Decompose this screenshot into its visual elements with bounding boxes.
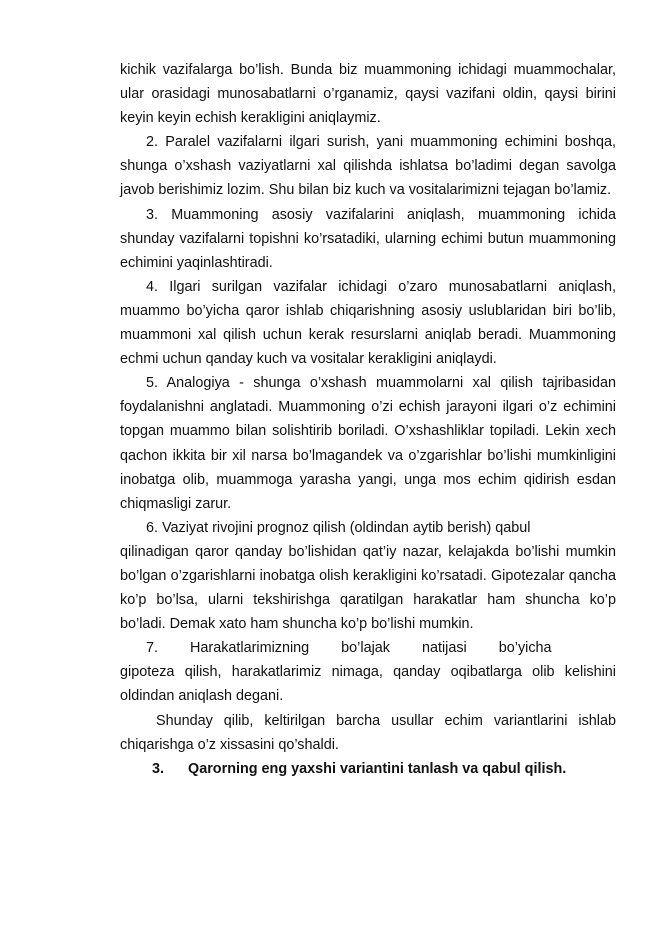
paragraph-item-4: 4. Ilgari surilgan vazifalar ichidagi o’zaro munosabatlarni aniqlash, muammo bo’yicha qaror ishlab chiqarishning asosiy uslublaridan biri bo’lib, muammoni xal qilish uchun kerak resurslarni aniqlab beradi. Muammoning echmi uchun qanday kuch va vositalar kerakligini aniqlaydi. xyxy=(120,278,616,368)
paragraph-item-7-first-line: 7. Harakatlarimizning bo’lajak natijasi bo’yicha xyxy=(146,640,552,657)
section-heading-number: 3. xyxy=(152,760,165,777)
paragraph-item-2: 2. Paralel vazifalarni ilgari surish, yani muammoning echimini boshqa, shunga o’xshash vaziyatlarni xal qilishda ishlatsa bo’ladimi degan savolga javob berishimiz lozim. Shu bilan biz kuch va vositalarimizni tejagan bo’lamiz. xyxy=(120,134,616,199)
paragraph-item-5: 5. Analogiya - shunga o’xshash muammolarni xal qilish tajribasidan foydalanishni anglatadi. Muammoning o’zi echish jarayoni ilgari o’z echimini topgan muammo bilan solishtirib boriladi. O’xshashliklar topiladi. Lekin xech qachon ikkita bir xil narsa bo’lmagandek va o’zgarishlar bo’lishi mumkinligini inobatga olib, muammoga yarasha yangi, unga mos echim qidirish esdan chiqmasligi zarur. xyxy=(120,375,616,512)
paragraph-summary: Shunday qilib, keltirilgan barcha usullar echim variantlarini ishlab chiqarishga o’z xissasini qo’shaldi. xyxy=(120,712,616,753)
paragraph-item-6-first-line: 6. Vaziyat rivojini prognoz qilish (oldindan aytib berish) qabul xyxy=(146,519,531,536)
paragraph-item-7-body xyxy=(120,660,616,708)
paragraph-item-6-body: qilinadigan qaror qanday bo’lishidan qat’iy nazar, kelajakda bo’lishi mumkin bo’lgan o’zgarishlarni inobatga olish kerakligini ko’rsatadi. Gipotezalar qancha ko’p bo’lsa, ularni tekshirishga qaratilgan harakatlar ham shuncha ko’p bo’ladi. Demak xato ham shuncha ko’p bo’lishi mumkin. xyxy=(120,543,616,633)
document-page xyxy=(120,58,616,781)
paragraph-item-7-body-text: gipoteza qilish, harakatlarimiz nimaga, qanday oqibatlarga olib kelishini oldindan aniqlash degani. xyxy=(120,664,616,705)
section-heading-text: Qarorning eng yaxshi variantini tanlash va qabul qilish. xyxy=(188,760,567,777)
section-heading xyxy=(120,757,616,781)
paragraph-continuation: kichik vazifalarga bo’lish. Bunda biz muammoning ichidagi muammochalar, ular orasidagi munosabatlarni o’rganamiz, qaysi vazifani oldin, qaysi birini keyin keyin echish kerakligini aniqlaymiz. xyxy=(120,62,616,127)
paragraph-item-3: 3. Muammoning asosiy vazifalarini aniqlash, muammoning ichida shunday vazifalarni topishni ko’rsatadiki, ularning echimi butun muammoning echimini yaqinlashtiradi. xyxy=(120,206,616,271)
